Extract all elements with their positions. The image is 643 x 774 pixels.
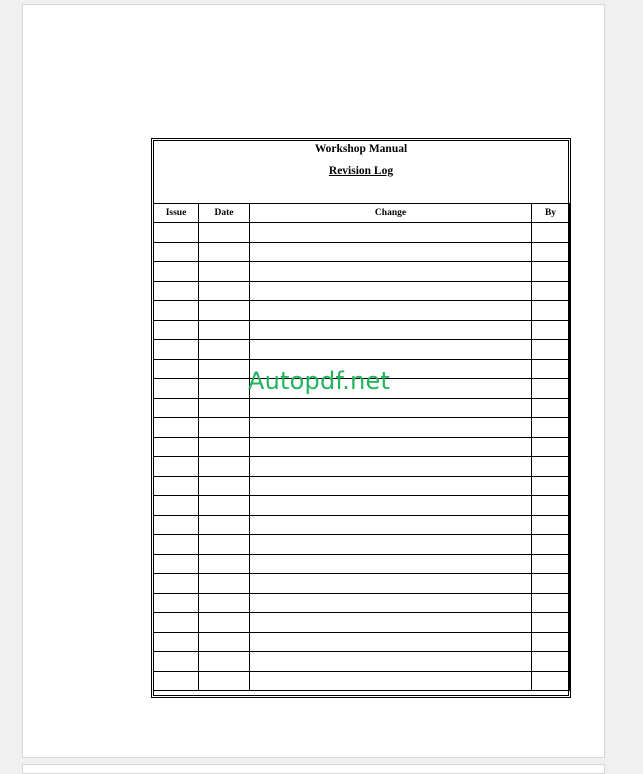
table-row — [154, 223, 570, 243]
change-cell — [250, 437, 532, 457]
by-cell — [532, 496, 570, 516]
table-row — [154, 320, 570, 340]
date-cell — [199, 554, 250, 574]
table-row — [154, 301, 570, 321]
by-cell — [532, 457, 570, 477]
by-cell — [532, 554, 570, 574]
issue-cell — [154, 398, 199, 418]
date-cell — [199, 281, 250, 301]
column-header-issue: Issue — [154, 204, 199, 223]
date-cell — [199, 496, 250, 516]
change-cell — [250, 340, 532, 360]
issue-cell — [154, 632, 199, 652]
issue-cell — [154, 496, 199, 516]
issue-cell — [154, 223, 199, 243]
revision-log-table — [153, 203, 570, 691]
change-cell — [250, 535, 532, 555]
issue-cell — [154, 671, 199, 691]
document-subtitle: Revision Log — [328, 165, 394, 177]
date-cell — [199, 632, 250, 652]
table-row — [154, 437, 570, 457]
by-cell — [532, 242, 570, 262]
table-row — [154, 476, 570, 496]
change-cell — [250, 554, 532, 574]
issue-cell — [154, 379, 199, 399]
table-row — [154, 632, 570, 652]
change-cell — [250, 671, 532, 691]
issue-cell — [154, 262, 199, 282]
issue-cell — [154, 301, 199, 321]
change-cell — [250, 496, 532, 516]
table-row — [154, 671, 570, 691]
form-header — [152, 139, 570, 203]
issue-cell — [154, 340, 199, 360]
change-cell — [250, 242, 532, 262]
by-cell — [532, 515, 570, 535]
date-cell — [199, 593, 250, 613]
change-cell — [250, 632, 532, 652]
table-row — [154, 574, 570, 594]
issue-cell — [154, 476, 199, 496]
table-row — [154, 398, 570, 418]
date-cell — [199, 242, 250, 262]
date-cell — [199, 418, 250, 438]
by-cell — [532, 262, 570, 282]
by-cell — [532, 671, 570, 691]
by-cell — [532, 574, 570, 594]
table-row — [154, 554, 570, 574]
table-row — [154, 515, 570, 535]
change-cell — [250, 574, 532, 594]
table-row — [154, 262, 570, 282]
by-cell — [532, 223, 570, 243]
table-row — [154, 242, 570, 262]
date-cell — [199, 223, 250, 243]
table-row — [154, 340, 570, 360]
by-cell — [532, 613, 570, 633]
date-cell — [199, 535, 250, 555]
change-cell — [250, 652, 532, 672]
date-cell — [199, 262, 250, 282]
date-cell — [199, 340, 250, 360]
date-cell — [199, 515, 250, 535]
date-cell — [199, 437, 250, 457]
document-title: Workshop Manual — [314, 143, 408, 155]
date-cell — [199, 574, 250, 594]
change-cell — [250, 457, 532, 477]
table-row — [154, 652, 570, 672]
by-cell — [532, 632, 570, 652]
by-cell — [532, 652, 570, 672]
by-cell — [532, 301, 570, 321]
by-cell — [532, 535, 570, 555]
date-cell — [199, 652, 250, 672]
date-cell — [199, 320, 250, 340]
by-cell — [532, 281, 570, 301]
table-row — [154, 496, 570, 516]
issue-cell — [154, 554, 199, 574]
change-cell — [250, 281, 532, 301]
column-header-by: By — [532, 204, 570, 223]
table-row — [154, 535, 570, 555]
revision-log-form — [151, 138, 571, 698]
issue-cell — [154, 242, 199, 262]
by-cell — [532, 476, 570, 496]
change-cell — [250, 613, 532, 633]
issue-cell — [154, 574, 199, 594]
change-cell — [250, 320, 532, 340]
issue-cell — [154, 418, 199, 438]
date-cell — [199, 398, 250, 418]
change-cell — [250, 301, 532, 321]
table-row — [154, 281, 570, 301]
table-row — [154, 457, 570, 477]
change-cell — [250, 593, 532, 613]
issue-cell — [154, 593, 199, 613]
date-cell — [199, 379, 250, 399]
by-cell — [532, 593, 570, 613]
issue-cell — [154, 515, 199, 535]
change-cell — [250, 223, 532, 243]
table-header-row — [154, 204, 570, 223]
by-cell — [532, 340, 570, 360]
column-header-change: Change — [250, 204, 532, 223]
change-cell — [250, 398, 532, 418]
watermark-text: Autopdf.net — [248, 367, 391, 395]
issue-cell — [154, 281, 199, 301]
by-cell — [532, 398, 570, 418]
issue-cell — [154, 320, 199, 340]
next-page-edge — [22, 764, 605, 774]
date-cell — [199, 359, 250, 379]
change-cell — [250, 515, 532, 535]
date-cell — [199, 476, 250, 496]
change-cell — [250, 262, 532, 282]
issue-cell — [154, 652, 199, 672]
by-cell — [532, 320, 570, 340]
by-cell — [532, 359, 570, 379]
table-row — [154, 613, 570, 633]
issue-cell — [154, 535, 199, 555]
change-cell — [250, 476, 532, 496]
table-row — [154, 418, 570, 438]
by-cell — [532, 437, 570, 457]
date-cell — [199, 671, 250, 691]
table-body — [154, 223, 570, 691]
issue-cell — [154, 457, 199, 477]
by-cell — [532, 379, 570, 399]
column-header-date: Date — [199, 204, 250, 223]
issue-cell — [154, 613, 199, 633]
issue-cell — [154, 359, 199, 379]
date-cell — [199, 301, 250, 321]
issue-cell — [154, 437, 199, 457]
date-cell — [199, 457, 250, 477]
date-cell — [199, 613, 250, 633]
by-cell — [532, 418, 570, 438]
table-row — [154, 593, 570, 613]
change-cell — [250, 418, 532, 438]
